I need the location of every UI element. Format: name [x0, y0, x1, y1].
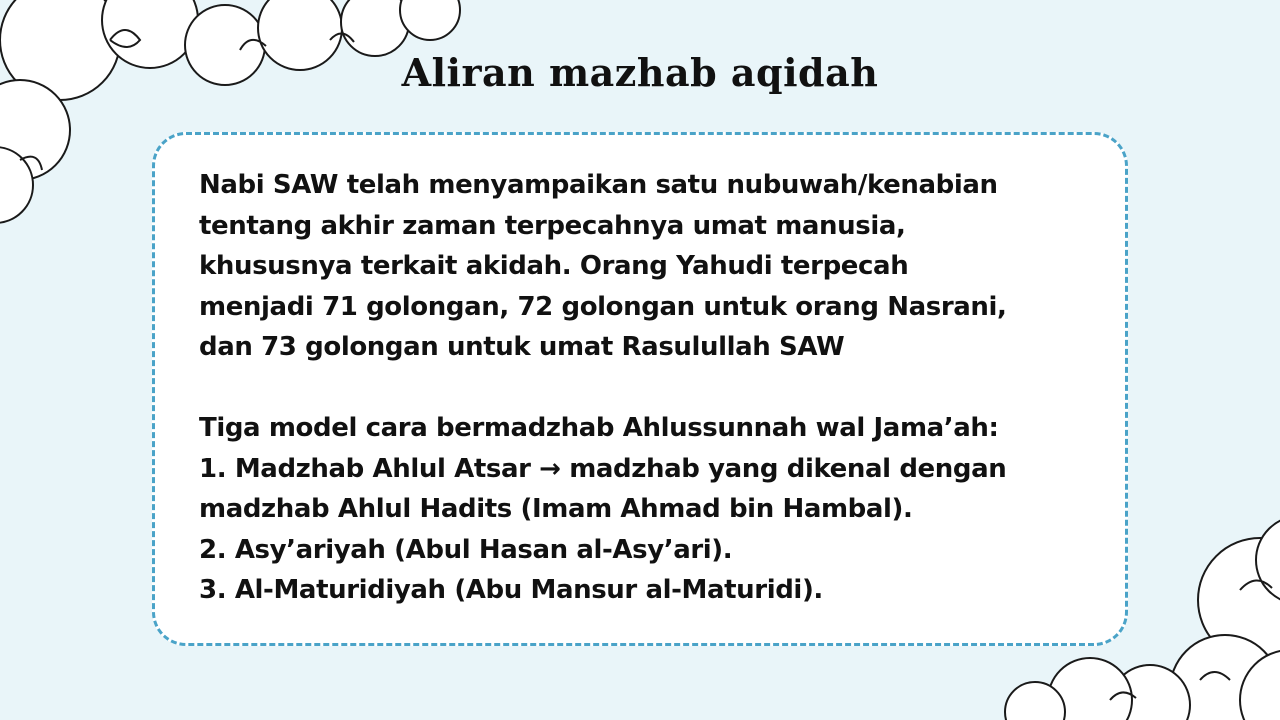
paragraph-line: Nabi SAW telah menyampaikan satu nubuwah/kenabian — [199, 170, 998, 200]
paragraph-line: menjadi 71 golongan, 72 golongan untuk orang Nasrani, — [199, 291, 1007, 322]
paragraph-line: khususnya terkait akidah. Orang Yahudi terpecah — [199, 251, 909, 281]
list-item: 3. Al-Maturidiyah (Abu Mansur al-Maturidi). — [199, 575, 823, 605]
list-item: 1. Madzhab Ahlul Atsar → madzhab yang dikenal dengan — [199, 453, 1007, 484]
slide-title: Aliran mazhab aqidah — [401, 50, 879, 95]
list-item: 2. Asy’ariyah (Abul Hasan al-Asy’ari). — [199, 534, 733, 565]
paragraph-line: dan 73 golongan untuk umat Rasulullah SAW — [199, 332, 845, 362]
list-item: madzhab Ahlul Hadits (Imam Ahmad bin Hambal). — [199, 494, 913, 524]
paragraph-spacer — [199, 368, 1099, 409]
paragraph-line: tentang akhir zaman terpecahnya umat manusia, — [199, 210, 906, 241]
content-card — [152, 132, 1128, 646]
list-heading: Tiga model cara bermadzhab Ahlussunnah wal Jama’ah: — [199, 413, 999, 443]
card-text — [199, 165, 1099, 611]
